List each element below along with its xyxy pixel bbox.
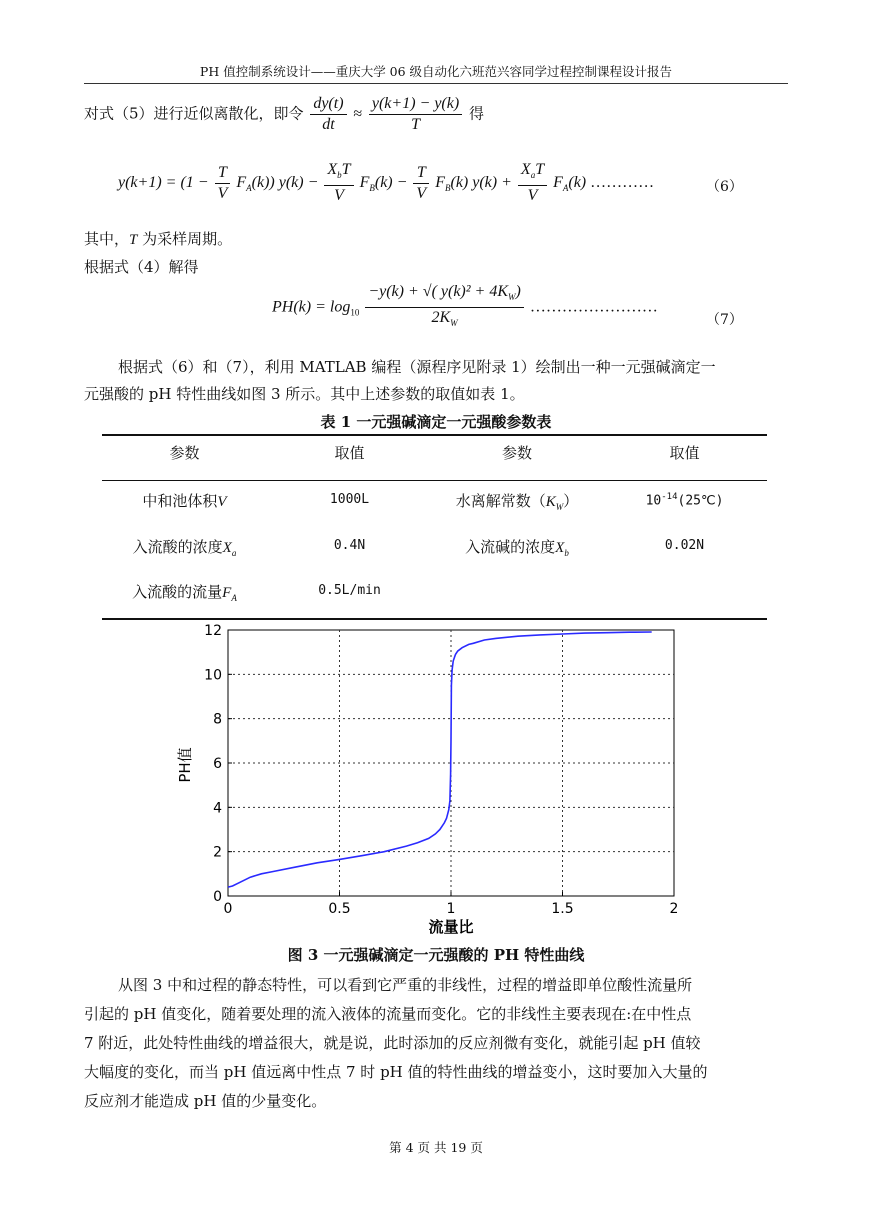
row1-value2-base: 10 [645, 493, 662, 509]
eq7-numerator-tail: ) [515, 283, 521, 300]
eq6-t1-den: V [217, 184, 228, 202]
row2-param1-text: 入流酸的浓度 [132, 538, 223, 556]
table-row1-value2 [602, 492, 767, 508]
row1-param2-text: 水离解常数（ [455, 492, 546, 510]
table-header-value2: 取值 [669, 444, 700, 462]
row2-param1-sub: a [231, 548, 237, 558]
row2-param2-var: X [555, 540, 565, 556]
eq7-numerator-sub: W [508, 292, 516, 303]
eq6-term2-tail: (k) − [374, 173, 408, 191]
row2-param1-var: X [222, 540, 232, 556]
eq6-t2-num-tail: T [341, 161, 351, 178]
para2-line4: 大幅度的变化，而当 pH 值远离中性点 7 时 pH 值的特性曲线的增益变小，这时要加入大量的 [84, 1063, 708, 1081]
intro-prefix: 对式（5）进行近似离散化，即令 [84, 104, 304, 123]
y-tick-label: 2 [213, 844, 222, 861]
row2-param2-text: 入流碱的浓度 [465, 538, 556, 556]
table-row1-value1: 1000L [329, 492, 370, 507]
eq6-f-a-sub: A [246, 182, 252, 193]
where-var: T [129, 232, 138, 248]
table-row2-value1: 0.4N [333, 538, 366, 553]
eq7-log-base: 10 [350, 307, 360, 318]
table-mid-rule [102, 480, 767, 481]
y-tick-label: 4 [213, 800, 222, 817]
x-tick-label: 1.5 [551, 901, 574, 917]
x-tick-label: 2 [669, 901, 679, 917]
eq6-term3-tail: (k) y(k) + [450, 173, 512, 191]
eq6-dots: ………… [590, 173, 655, 191]
y-tick-label: 6 [213, 756, 222, 772]
y-tick-label: 12 [204, 623, 222, 639]
dydt-numerator: dy(t) [310, 94, 346, 115]
difference-fraction [369, 94, 462, 135]
equation-6-number: （6） [706, 179, 743, 195]
eq7-denominator-sub: W [450, 318, 458, 329]
where-line [84, 225, 232, 254]
x-tick-label: 1 [446, 901, 456, 917]
table-row2-param2 [432, 536, 602, 558]
eq6-t4-num-sub: a [530, 170, 536, 181]
eq6-f-b2: F [435, 173, 445, 191]
eq6-t2-num: X [327, 161, 338, 178]
table-header-value1: 取值 [334, 444, 365, 462]
where-suffix: 为采样周期。 [137, 230, 233, 248]
eq6-f-b: F [359, 173, 370, 191]
eq6-t3-den: V [416, 184, 427, 202]
table-row3-value1: 0.5L/min [318, 583, 381, 598]
eq7-numerator: −y(k) + √( y(k)² + 4K [368, 283, 509, 300]
difference-numerator: y(k+1) − y(k) [369, 94, 462, 115]
intro-line [84, 94, 484, 135]
table-title: 表 1 一元强碱滴定一元强酸参数表 [320, 413, 552, 431]
where-prefix: 其中， [84, 230, 130, 248]
eq7-lhs: PH(k) = log [272, 298, 351, 316]
eq6-term1-tail: (k)) y(k) − [251, 173, 319, 191]
eq6-t2-den: V [334, 187, 344, 205]
row1-param1-text: 中和池体积 [142, 492, 218, 510]
row1-value2-exp: -14 [661, 492, 678, 502]
dydt-denominator: dt [322, 116, 335, 133]
para1-line2: 元强酸的 pH 特性曲线如图 3 所示。其中上述参数的取值如表 1。 [84, 385, 525, 403]
y-tick-label: 10 [204, 667, 222, 684]
equation-7-number: （7） [706, 312, 743, 328]
row2-param2-sub: b [564, 548, 569, 558]
para2-line5: 反应剂才能造成 pH 值的少量变化。 [84, 1092, 327, 1110]
eq6-t4-den: V [527, 187, 538, 205]
table-row1-param1 [102, 490, 267, 511]
eq6-term4-tail: (k) [568, 173, 587, 191]
page-footer: 第 4 页 共 19 页 [389, 1140, 483, 1155]
row1-param2-var: K [545, 494, 556, 510]
para2-line3: 7 附近，此处特性曲线的增益很大，就是说，此时添加的反应剂微有变化，就能引起 pH 值较 [84, 1034, 701, 1052]
x-tick-label: 0.5 [328, 901, 351, 917]
difference-denominator: T [411, 116, 420, 133]
para1-line1: 根据式（6）和（7），利用 MATLAB 编程（源程序见附录 1）绘制出一种一元强碱滴定一 [118, 358, 716, 376]
y-tick-label: 0 [213, 889, 222, 905]
eq7-dots: …………………… [529, 298, 658, 316]
eq6-t1-num: T [215, 163, 231, 184]
equation-6 [118, 160, 654, 206]
header-rule [84, 83, 788, 84]
para2 [84, 971, 788, 1116]
eq6-f-b2-sub: B [444, 182, 451, 193]
table-top-rule [102, 434, 767, 436]
row3-param1-sub: A [231, 593, 237, 603]
row1-value2-tail: (25℃) [677, 493, 724, 509]
eq7-denominator: 2K [431, 309, 451, 327]
table-header-param2: 参数 [501, 444, 532, 462]
x-tick-label: 0 [223, 901, 233, 917]
eq6-t4-num-tail: T [535, 161, 545, 178]
row1-param1-var: V [217, 494, 227, 510]
equation-7 [272, 282, 658, 333]
table-row3-param1 [102, 581, 267, 603]
table-row1-param2 [432, 490, 602, 512]
para2-line2: 引起的 pH 值变化，随着要处理的流入液体的流量而变化。它的非线性主要表现在:在中性点 [84, 1005, 692, 1023]
table-header-param1: 参数 [169, 444, 200, 462]
ph-curve-chart [160, 622, 700, 938]
table-row2-value2: 0.02N [664, 538, 705, 553]
eq6-f-b-sub: B [369, 182, 375, 193]
approx-sign: ≈ [353, 105, 363, 123]
table-bottom-rule [102, 618, 767, 620]
row1-param2-tail: ） [563, 492, 579, 510]
y-tick-label: 8 [213, 711, 222, 728]
dydt-fraction [310, 94, 346, 135]
row3-param1-var: F [222, 585, 232, 601]
intro-suffix: 得 [468, 104, 484, 123]
running-header: PH 值控制系统设计——重庆大学 06 级自动化六班范兴容同学过程控制课程设计报告 [199, 64, 673, 79]
table-row2-param1 [102, 536, 267, 558]
eq6-f-a2: F [553, 173, 563, 191]
row1-param2-sub: W [555, 502, 564, 512]
eq6-lhs: y(k+1) = (1 − [118, 173, 209, 191]
eq6-f-a: F [236, 173, 247, 191]
eq6-f-a2-sub: A [562, 182, 569, 193]
para2-line1: 从图 3 中和过程的静态特性，可以看到它严重的非线性，过程的增益即单位酸性流量所 [118, 976, 693, 994]
x-axis-label: 流量比 [428, 918, 474, 936]
solve-line: 根据式（4）解得 [84, 258, 199, 276]
figure-caption: 图 3 一元强碱滴定一元强酸的 PH 特性曲线 [287, 946, 585, 964]
eq6-t3-num: T [413, 163, 429, 184]
eq6-t4-num: X [520, 161, 531, 178]
eq6-t2-num-sub: b [337, 170, 342, 181]
y-axis-label: PH值 [176, 747, 194, 783]
row3-param1-text: 入流酸的流量 [132, 583, 223, 601]
